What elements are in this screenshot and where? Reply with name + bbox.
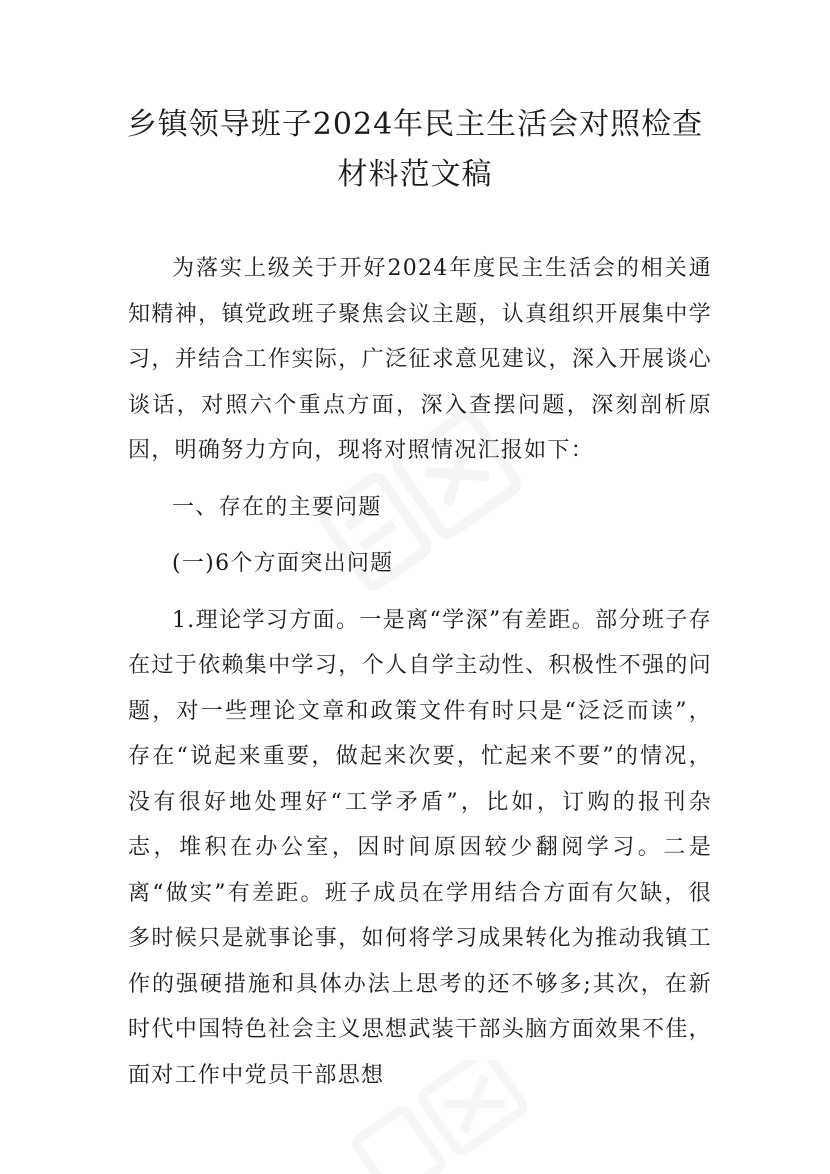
document-title <box>0 100 830 200</box>
intro-paragraph: 为落实上级关于开好2024年度民主生活会的相关通知精神，镇党政班子聚焦会议主题，认真组织开展集中学习，并结合工作实际，广泛征求意见建议，深入开展谈心谈话，对照六个重点方面，深入查摆问题，深刻剖析原因，明确努力方向，现将对照情况汇报如下： <box>128 256 712 463</box>
title-line-2: 材料范文稿 <box>337 157 493 192</box>
body-paragraph: 1.理论学习方面。一是离“学深”有差距。部分班子存在过于依赖集中学习，个人自学主动性、积极性不强的问题，对一些理论文章和政策文件有时只是“泛泛而读”，存在“说起来重要，做起来次要，忙起来不要”的情况，没有很好地处理好“工学矛盾”，比如，订购的报刊杂志，堆积在办公室，因时间原因较少翻阅学习。二是离“做实”有差距。班子成员在学用结合方面有欠缺，很多时候只是就事论事，如何将学习成果转化为推动我镇工作的强硬措施和具体办法上思考的还不够多;其次，在新时代中国特色社会主义思想武装干部头脑方面效果不佳，面对工作中党员干部思想 <box>128 607 712 1088</box>
section-heading: 一、存在的主要问题 <box>172 494 382 520</box>
title-line-1: 乡镇领导班子2024年民主生活会对照检查 <box>126 107 704 142</box>
subsection-heading: (一)6个方面突出问题 <box>172 551 394 576</box>
document-body <box>128 246 712 1098</box>
